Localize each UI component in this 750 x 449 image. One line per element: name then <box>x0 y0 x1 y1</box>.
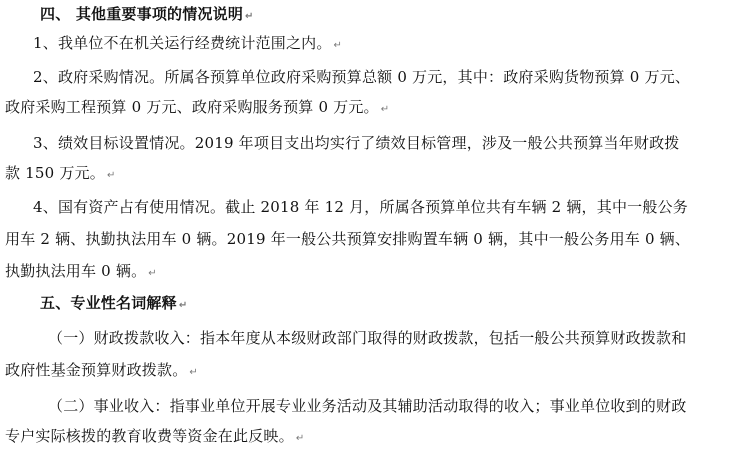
definition-2-line-1 <box>48 396 686 416</box>
item-4-text-2: 用车 2 辆、执勤执法用车 0 辆。2019 年一般公共预算安排购置车辆 0 辆，其中一般公务用车 0 辆、 <box>5 230 691 248</box>
definition-1-text-1: （一）财政拨款收入：指本年度从本级财政部门取得的财政拨款，包括一般公共预算财政拨款和 <box>48 329 687 347</box>
item-3-line-1 <box>33 133 680 153</box>
definition-1-text-2: 政府性基金预算财政拨款。 <box>5 361 188 379</box>
item-4-line-3 <box>5 261 157 284</box>
item-3-text-2: 款 150 万元。 <box>5 164 105 182</box>
item-2-line-2 <box>5 97 389 120</box>
item-1-text: 1、我单位不在机关运行经费统计范围之内。 <box>33 34 332 52</box>
definition-2-text-2: 专户实际核拨的教育收费等资金在此反映。 <box>5 427 294 445</box>
paragraph-mark-icon: ↵ <box>380 104 390 115</box>
section-4-heading-text: 四、 其他重要事项的情况说明 <box>40 5 244 23</box>
section-5-heading <box>40 293 187 316</box>
item-4-line-2 <box>5 229 690 249</box>
item-4-text-3: 执勤执法用车 0 辆。 <box>5 262 147 280</box>
paragraph-mark-icon: ↵ <box>148 268 157 279</box>
paragraph-mark-icon: ↵ <box>106 170 116 181</box>
item-2-text-1: 2、政府采购情况。所属各预算单位政府采购预算总额 0 万元，其中：政府采购货物预算 0 万元、 <box>33 68 691 86</box>
item-2-line-1 <box>33 67 690 87</box>
item-3-text-1: 3、绩效目标设置情况。2019 年项目支出均实行了绩效目标管理，涉及一般公共预算当年财政拨 <box>33 134 680 152</box>
paragraph-mark-icon: ↵ <box>295 433 305 444</box>
definition-1-line-2 <box>5 360 198 383</box>
paragraph-mark-icon: ↵ <box>245 11 254 22</box>
paragraph-mark-icon: ↵ <box>178 300 188 311</box>
paragraph-mark-icon: ↵ <box>189 367 198 378</box>
section-4-heading <box>40 4 254 27</box>
item-1-line <box>33 33 342 56</box>
paragraph-mark-icon: ↵ <box>333 40 343 51</box>
item-4-line-1 <box>33 197 688 217</box>
item-2-text-2: 政府采购工程预算 0 万元、政府采购服务预算 0 万元。 <box>5 98 379 116</box>
definition-2-text-1: （二）事业收入：指事业单位开展专业业务活动及其辅助活动取得的收入；事业单位收到的财政 <box>48 397 687 415</box>
item-4-text-1: 4、国有资产占有使用情况。截止 2018 年 12 月，所属各预算单位共有车辆 2 辆，其中一般公务 <box>33 198 688 216</box>
item-3-line-2 <box>5 163 116 186</box>
section-5-heading-text: 五、专业性名词解释 <box>40 294 177 312</box>
definition-1-line-1 <box>48 328 686 348</box>
definition-2-line-2 <box>5 426 304 449</box>
